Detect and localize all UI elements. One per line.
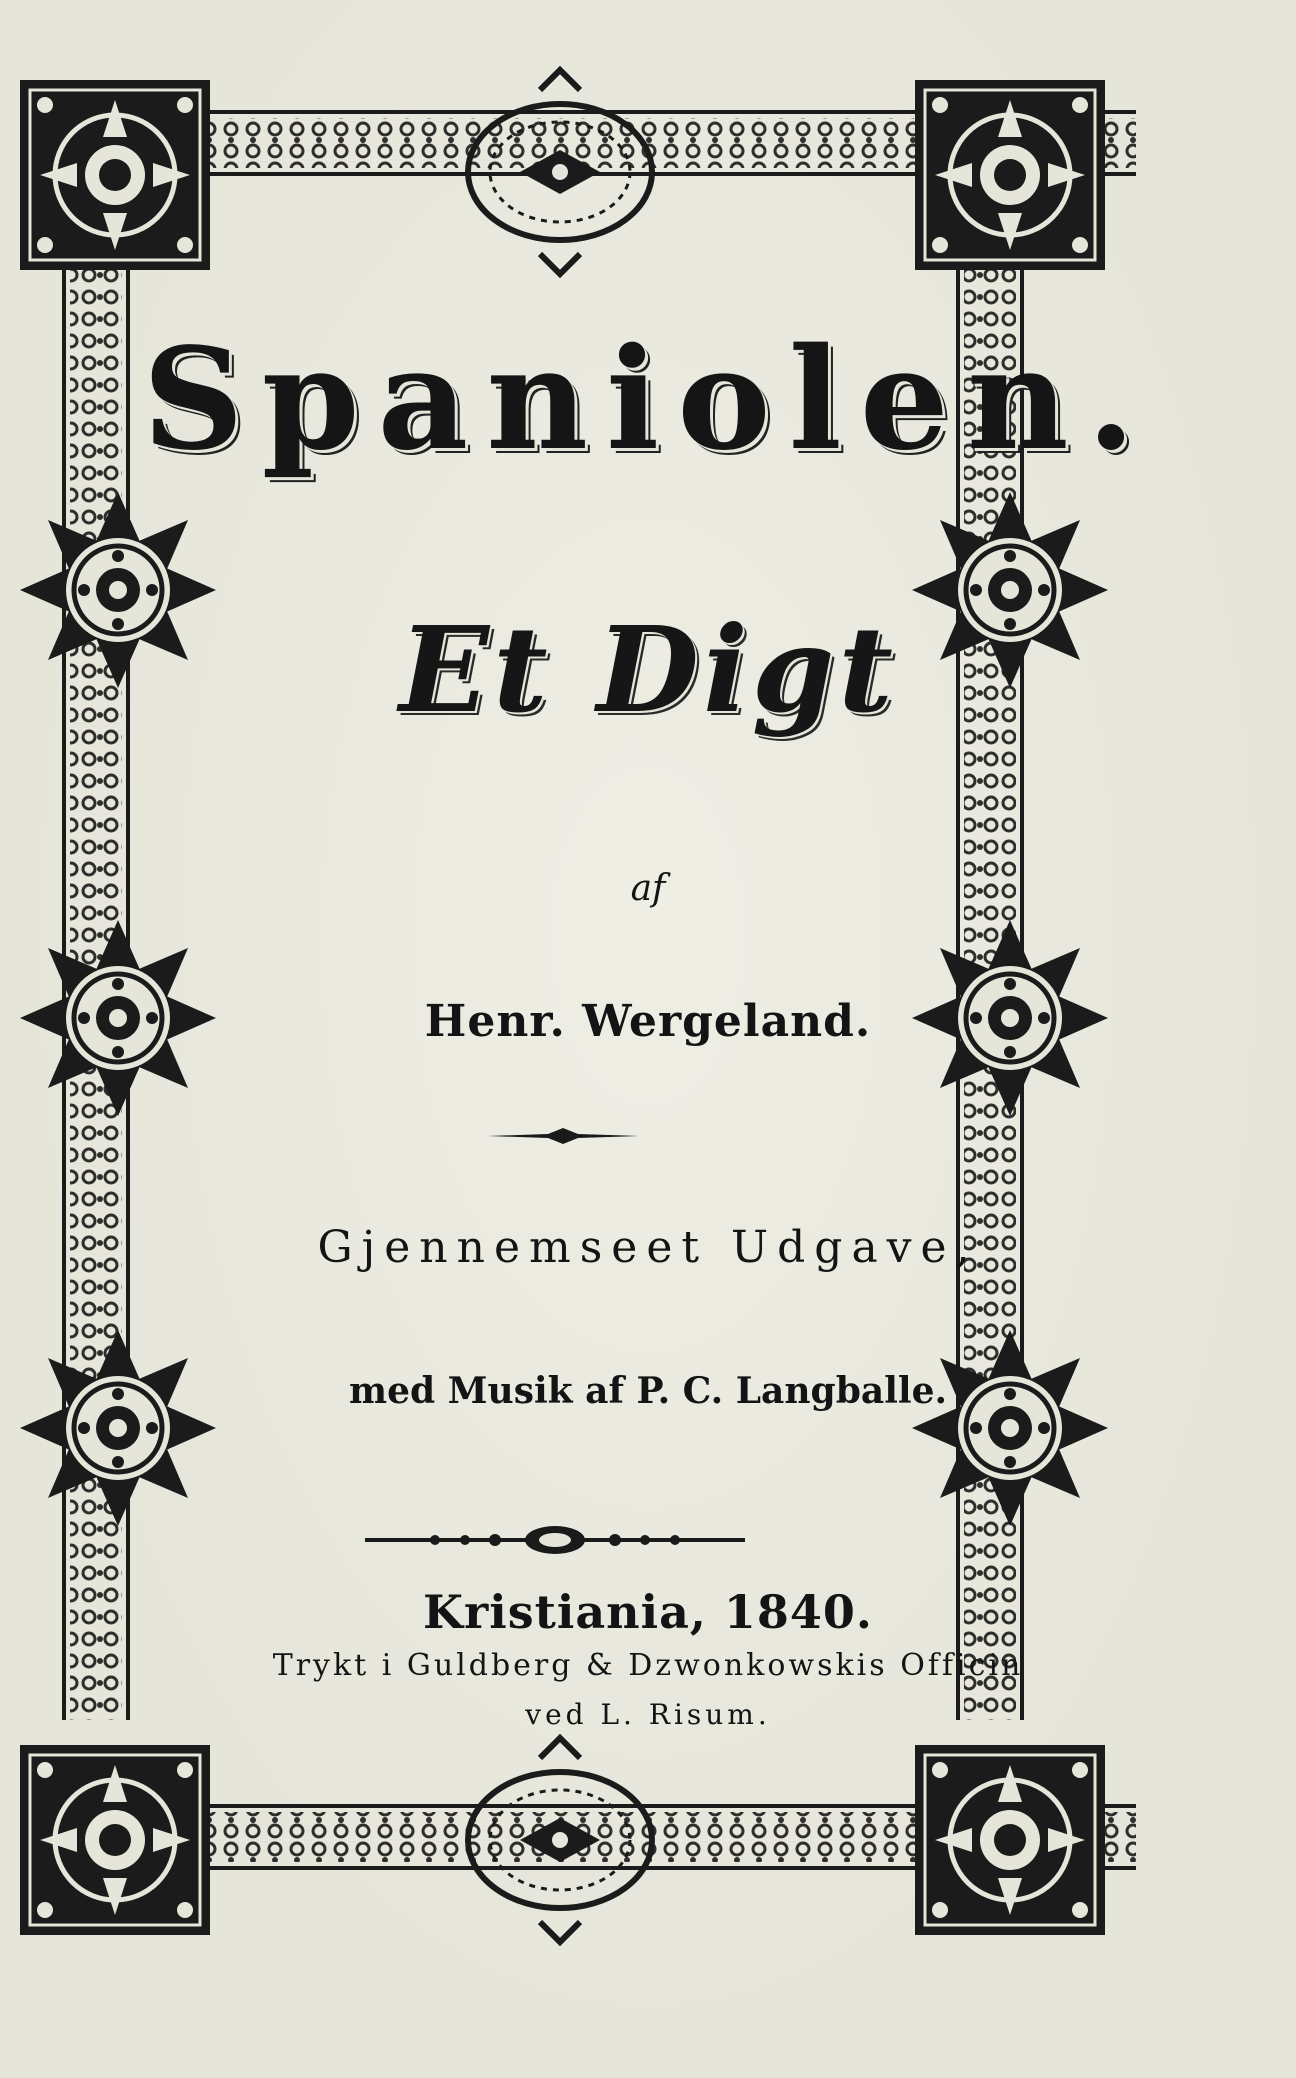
by-line: af bbox=[630, 868, 666, 909]
printer-line: Trykt i Guldberg & Dzwonkowskis Officin bbox=[272, 1648, 1024, 1683]
dash-rule bbox=[488, 1124, 638, 1148]
edition-note: Gjennemseet Udgave, bbox=[317, 1222, 979, 1273]
author-name: Henr. Wergeland. bbox=[424, 996, 872, 1047]
music-credit: med Musik af P. C. Langballe. bbox=[348, 1370, 948, 1412]
book-title: Spaniolen. bbox=[142, 318, 1154, 482]
place-and-year: Kristiania, 1840. bbox=[423, 1585, 873, 1639]
fleuron-rule bbox=[365, 1518, 745, 1562]
book-subtitle: Et Digt bbox=[399, 600, 897, 739]
printer-subline: ved L. Risum. bbox=[525, 1698, 771, 1731]
